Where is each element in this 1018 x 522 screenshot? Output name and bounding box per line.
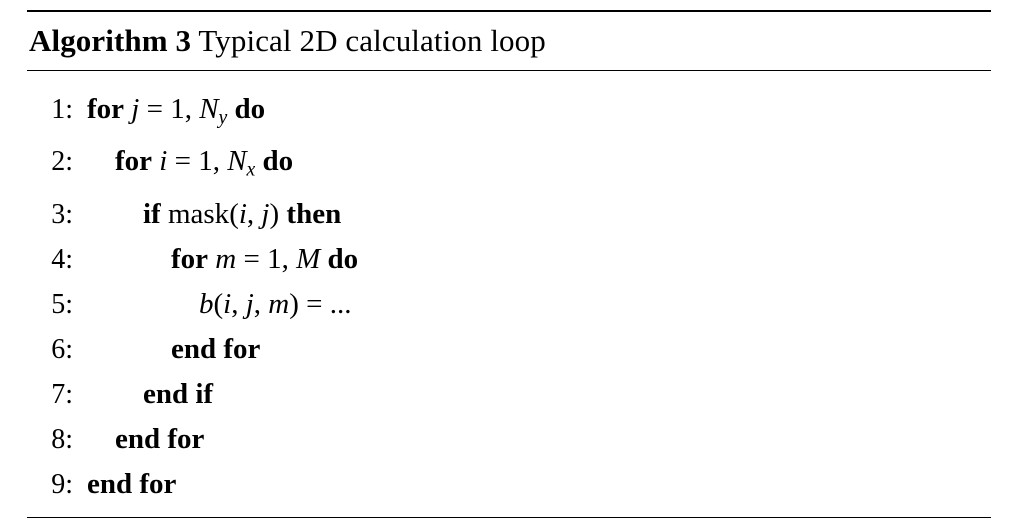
line-number: 3: xyxy=(51,198,73,230)
algorithm-caption xyxy=(27,12,991,70)
line-number: 6: xyxy=(51,333,73,365)
line-number: 9: xyxy=(51,468,73,500)
bottom-rule xyxy=(27,517,991,518)
algorithm-line xyxy=(29,372,989,417)
line-code: end if xyxy=(143,377,214,410)
algorithm-line xyxy=(29,139,989,192)
algorithm-line xyxy=(29,327,989,372)
line-number: 1: xyxy=(51,93,73,125)
algorithm-line xyxy=(29,237,989,282)
algorithm-line xyxy=(29,192,989,237)
algorithm-line xyxy=(29,282,989,327)
algorithm-block xyxy=(27,0,991,518)
line-number: 7: xyxy=(51,378,73,410)
line-code: if mask(i, j) then xyxy=(143,197,342,230)
algorithm-line xyxy=(29,462,989,507)
line-code: for j = 1, $N_y$ do xyxy=(87,92,266,129)
algorithm-line xyxy=(29,87,989,140)
algorithm-body xyxy=(27,71,991,517)
line-code: end for xyxy=(171,332,261,365)
line-code: b(i, j, m) = ... xyxy=(199,287,352,320)
algorithm-line xyxy=(29,417,989,462)
line-number: 8: xyxy=(51,423,73,455)
line-code: for m = 1, M do xyxy=(171,242,359,275)
line-number: 5: xyxy=(51,288,73,320)
algorithm-title: Typical 2D calculation loop xyxy=(198,23,546,58)
line-code: end for xyxy=(115,422,205,455)
line-number: 2: xyxy=(51,146,73,178)
line-number: 4: xyxy=(51,243,73,275)
algorithm-label: Algorithm 3 xyxy=(29,23,192,58)
line-code: end for xyxy=(87,467,177,500)
line-code: for i = 1, $N_x$ do xyxy=(115,145,294,181)
